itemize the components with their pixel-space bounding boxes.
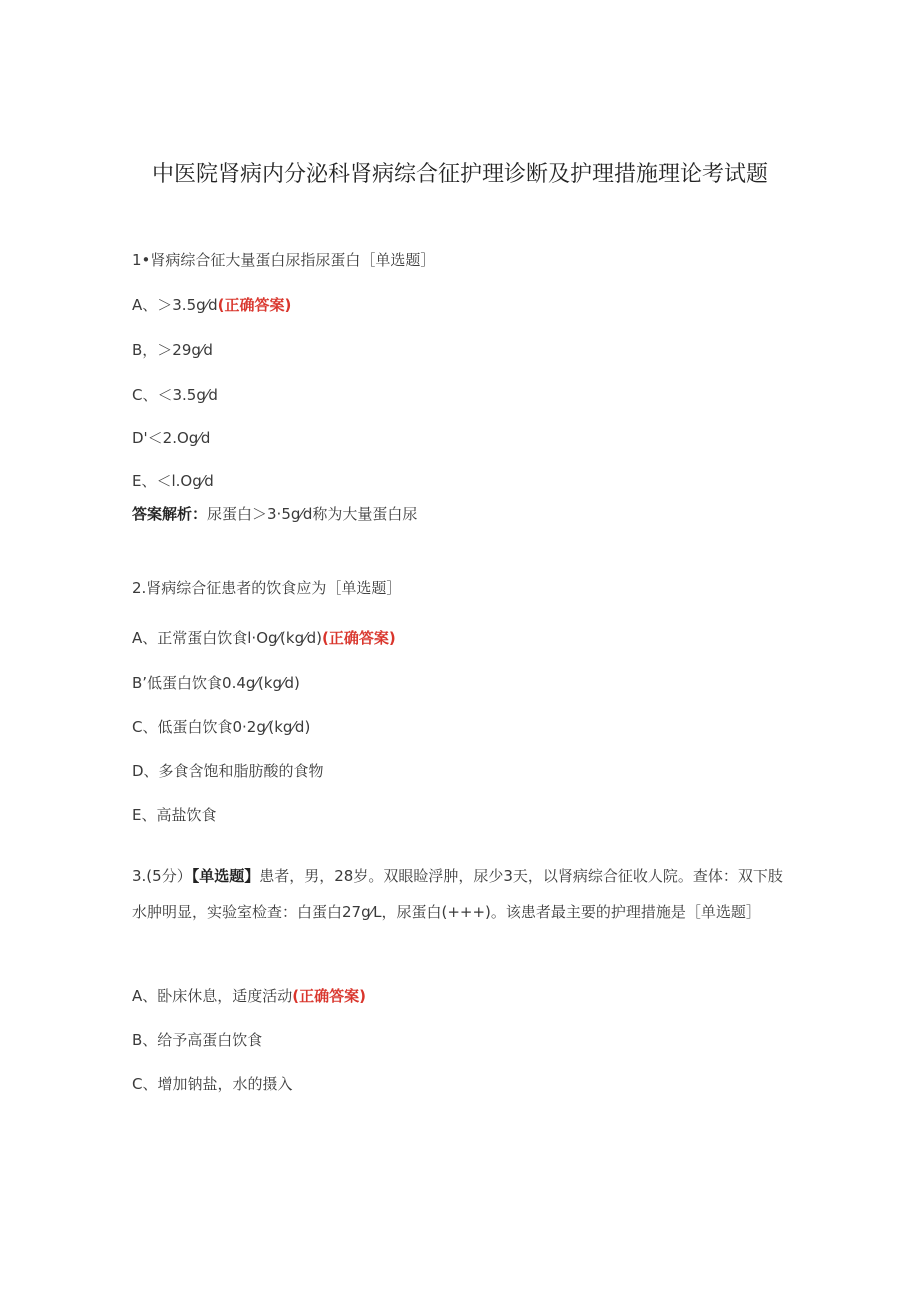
q1-option-a — [132, 295, 291, 315]
q1-correct-mark: (正确答案) — [217, 296, 292, 314]
q3-option-a-text: A、卧床休息，适度活动 — [132, 987, 293, 1005]
q2-option-a-text: A、正常蛋白饮食l·Og⁄(kg⁄d) — [132, 629, 322, 647]
q1-option-b: B，＞29g⁄d — [132, 341, 213, 359]
q3-option-c: C、增加钠盐，水的摄入 — [132, 1075, 293, 1093]
q1-option-c: C、＜3.5g⁄d — [132, 386, 218, 404]
q2-option-c: C、低蛋白饮食0·2g⁄(kg⁄d) — [132, 718, 311, 736]
q1-analysis-text: 尿蛋白＞3·5g⁄d称为大量蛋白尿 — [207, 505, 418, 523]
q1-option-d: D'＜2.Og⁄d — [132, 429, 211, 447]
q2-option-b: B’低蛋白饮食0.4g⁄(kg⁄d) — [132, 674, 300, 692]
q3-stem — [132, 858, 792, 930]
q3-stem-body: 患者，男，28岁。双眼睑浮肿，尿少3天，以肾病综合征收人院。查体：双下肢水肿明显，实验室检查：白蛋白27g⁄L，尿蛋白(+++)。该患者最主要的护理措施是［单选题］ — [132, 867, 783, 921]
q3-option-b: B、给予高蛋白饮食 — [132, 1031, 263, 1049]
q3-stem-prefix: 3.(5分） — [132, 867, 192, 885]
q3-correct-mark: (正确答案) — [292, 987, 366, 1005]
q3-stem-tag: 【单选题】 — [191, 867, 260, 885]
q1-analysis-label: 答案解析： — [132, 505, 208, 523]
q2-correct-mark: (正确答案) — [321, 629, 396, 647]
q2-option-a — [132, 628, 396, 648]
q2-option-e: E、高盐饮食 — [132, 806, 217, 824]
q1-option-e: E、＜l.Og⁄d — [132, 472, 214, 490]
q1-stem: 1•肾病综合征大量蛋白尿指尿蛋白［单选题］ — [132, 251, 436, 269]
q1-analysis — [132, 504, 417, 524]
document-title: 中医院肾病内分泌科肾病综合征护理诊断及护理措施理论考试题 — [151, 162, 768, 187]
q2-option-d: D、多食含饱和脂肪酸的食物 — [132, 762, 324, 780]
q3-option-a — [132, 986, 366, 1006]
q1-option-a-text: A、＞3.5g⁄d — [132, 296, 218, 314]
q2-stem: 2.肾病综合征患者的饮食应为［单选题］ — [132, 579, 402, 597]
